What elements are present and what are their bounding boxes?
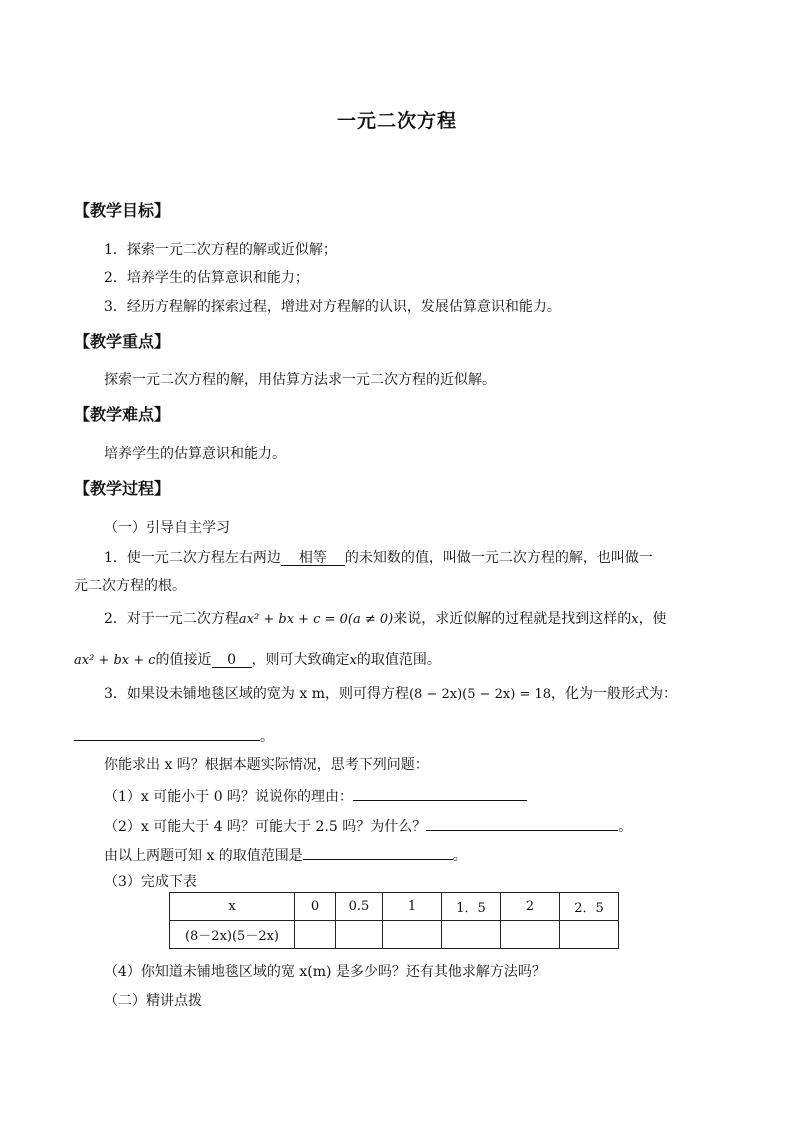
table-header-2: 2 bbox=[501, 893, 560, 921]
goals-heading: 【教学目标】 bbox=[74, 201, 171, 220]
table-cell[interactable] bbox=[560, 921, 619, 949]
q1-before: 1．使一元二次方程左右两边 bbox=[104, 550, 281, 566]
q2-after: 来说，求近似解的过程就是找到这样的 bbox=[393, 611, 632, 627]
sub1-text: （1）x 可能小于 0 吗？说说你的理由： bbox=[104, 789, 354, 805]
difficulty-heading: 【教学难点】 bbox=[74, 405, 171, 424]
range-text: 由以上两题可知 x 的取值范围是 bbox=[104, 848, 303, 864]
table-header-1.5: 1．5 bbox=[442, 893, 501, 921]
q3-after: ，化为一般形式为： bbox=[551, 686, 678, 702]
table-header-0.5: 0.5 bbox=[336, 893, 383, 921]
question-2-cont bbox=[74, 650, 441, 671]
sub2-blank[interactable] bbox=[426, 814, 618, 831]
q3-answer-line bbox=[74, 724, 274, 747]
question-3 bbox=[104, 684, 677, 705]
goal-item-2: 2．培养学生的估算意识和能力； bbox=[104, 270, 309, 286]
question-2 bbox=[104, 609, 667, 630]
range-question bbox=[104, 843, 467, 866]
q3-equation: (8 − 2x)(5 − 2x) = 18 bbox=[408, 687, 552, 702]
question-1 bbox=[104, 548, 653, 568]
goal-item-1: 1．探索一元二次方程的解或近似解； bbox=[104, 242, 337, 258]
q3-before: 3．如果设未铺地毯区域的宽为 x m，则可得方程 bbox=[104, 686, 409, 702]
q2-before: 2．对于一元二次方程 bbox=[104, 611, 239, 627]
table-header-2.5: 2．5 bbox=[560, 893, 619, 921]
sub-question-2 bbox=[104, 814, 632, 837]
q2-after2: ，使 bbox=[638, 611, 667, 627]
q2-answer: 0 bbox=[212, 650, 252, 668]
q2-variable-2: x bbox=[349, 653, 357, 668]
q2-expression: ax² + bx + c bbox=[74, 653, 156, 668]
think-prompt: 你能求出 x 吗？根据本题实际情况，思考下列问题： bbox=[104, 757, 429, 773]
sub2-text: （2）x 可能大于 4 吗？可能大于 2.5 吗？为什么？ bbox=[104, 819, 427, 835]
table-cell[interactable] bbox=[501, 921, 560, 949]
sub1-blank[interactable] bbox=[353, 784, 527, 801]
q1-answer: 相等 bbox=[281, 548, 345, 566]
table-header-1: 1 bbox=[383, 893, 442, 921]
sub-question-1 bbox=[104, 784, 527, 807]
table-cell[interactable] bbox=[295, 921, 336, 949]
goal-item-3: 3．经历方程解的探索过程，增进对方程解的认识，发展估算意识和能力。 bbox=[104, 299, 561, 315]
q2-end2: 的取值范围。 bbox=[356, 652, 441, 668]
focus-heading: 【教学重点】 bbox=[74, 332, 171, 351]
q2-end1: ，则可大致确定 bbox=[251, 652, 350, 668]
table-header-0: 0 bbox=[295, 893, 336, 921]
range-blank[interactable] bbox=[303, 843, 453, 860]
sub-question-4: （4）你知道未铺地毯区域的宽 x(m) 是多少吗？还有其他求解方法吗？ bbox=[104, 964, 546, 980]
q3-answer-blank[interactable] bbox=[74, 724, 260, 741]
sub-question-3: （3）完成下表 bbox=[104, 874, 197, 890]
q2-equation: ax² + bx + c = 0(a ≠ 0) bbox=[238, 612, 394, 627]
q2-mid: 的值接近 bbox=[155, 652, 212, 668]
process-heading: 【教学过程】 bbox=[74, 479, 171, 498]
focus-text: 探索一元二次方程的解，用估算方法求一元二次方程的近似解。 bbox=[104, 372, 496, 388]
table-header-x: x bbox=[170, 893, 295, 921]
table-cell[interactable] bbox=[383, 921, 442, 949]
table-row bbox=[170, 921, 619, 949]
section-1-heading: （一）引导自主学习 bbox=[104, 520, 230, 536]
table-row bbox=[170, 893, 619, 921]
q1-continuation: 元二次方程的根。 bbox=[74, 578, 186, 594]
values-table bbox=[169, 892, 619, 949]
sub2-end: 。 bbox=[618, 819, 633, 835]
q2-variable: x bbox=[631, 612, 639, 627]
q3-end: 。 bbox=[260, 729, 274, 745]
section-2-heading: （二）精讲点拨 bbox=[104, 993, 202, 1009]
q1-after: 的未知数的值，叫做一元二次方程的解，也叫做一 bbox=[344, 550, 653, 566]
difficulty-text: 培养学生的估算意识和能力。 bbox=[104, 446, 286, 462]
range-end: 。 bbox=[452, 848, 467, 864]
table-row-label: (8－2x)(5－2x) bbox=[170, 921, 295, 949]
page-title: 一元二次方程 bbox=[336, 110, 457, 132]
table-cell[interactable] bbox=[442, 921, 501, 949]
table-cell[interactable] bbox=[336, 921, 383, 949]
